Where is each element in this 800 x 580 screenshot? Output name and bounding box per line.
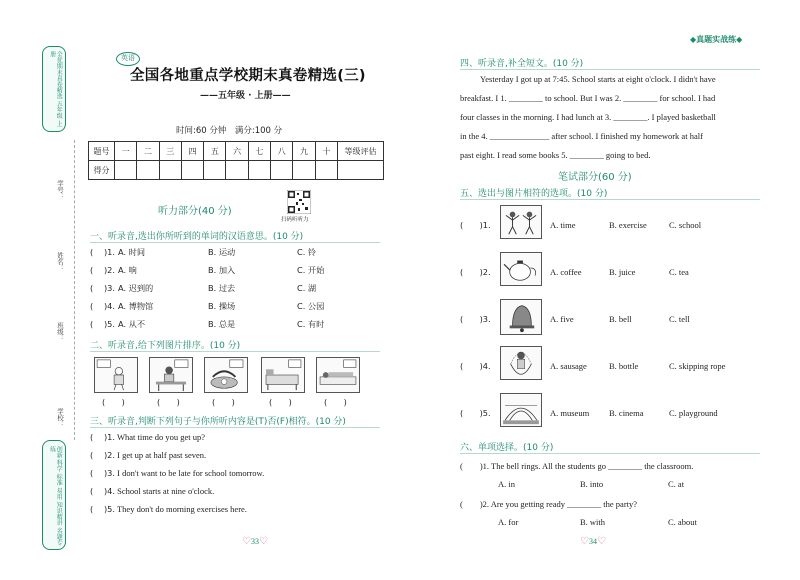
option-c[interactable]: C. 公园 xyxy=(297,301,325,311)
s3-row xyxy=(90,486,214,497)
picture-bedroom xyxy=(261,357,305,393)
option-b[interactable]: B. 运动 xyxy=(208,247,236,257)
score-input-cell[interactable] xyxy=(137,161,159,180)
item-number[interactable]: ( )4. xyxy=(90,486,115,496)
sentence: School starts at nine o'clock. xyxy=(117,486,215,496)
section-1-title: 一、听录音,选出你所听到的单词的汉语意思。(10 分) xyxy=(90,229,380,243)
page-number-left: ♡33♡ xyxy=(242,536,268,547)
answer-bracket[interactable]: ( ) xyxy=(212,397,235,407)
s4-line[interactable]: four classes in the morning. I had lunch at 3. ________. I played basketball xyxy=(460,112,716,122)
page-number-right: ♡34♡ xyxy=(580,536,606,547)
item-number[interactable]: ( )5. xyxy=(90,319,115,329)
option-a[interactable]: A. 从不 xyxy=(118,319,146,329)
s1-row xyxy=(90,319,325,330)
score-input-cell[interactable] xyxy=(248,161,270,180)
option-c[interactable]: C. 铃 xyxy=(297,247,317,257)
score-input-cell[interactable] xyxy=(338,161,384,180)
section-6-title: 六、单项选择。(10 分) xyxy=(460,440,760,454)
picture-exercise xyxy=(500,205,542,239)
s5-number[interactable]: ( )4. xyxy=(460,361,491,371)
answer-bracket[interactable]: ( ) xyxy=(157,397,180,407)
sentence: What time do you get up? xyxy=(116,432,206,442)
item-number[interactable]: ( )5. xyxy=(90,504,115,514)
option-a[interactable]: A. 博物馆 xyxy=(118,301,154,311)
option-b[interactable]: B. bottle xyxy=(609,361,639,371)
score-cell: 五 xyxy=(204,142,226,161)
option-a[interactable]: A. for xyxy=(498,517,519,527)
s3-row xyxy=(90,504,247,515)
option-a[interactable]: A. time xyxy=(550,220,576,230)
sentence: I get up at half past seven. xyxy=(117,450,207,460)
score-table xyxy=(88,141,384,180)
item-number[interactable]: ( )3. xyxy=(90,283,115,293)
field-name: 姓名： xyxy=(56,252,64,272)
s1-row xyxy=(90,301,325,312)
subject-badge: 英语 xyxy=(116,52,140,66)
s4-line: Yesterday I got up at 7:45. School starts at eight o'clock. I didn't have xyxy=(480,74,716,84)
field-student-id: 学号： xyxy=(56,180,64,200)
score-input-cell[interactable] xyxy=(315,161,337,180)
option-b[interactable]: B. exercise xyxy=(609,220,647,230)
score-input-cell[interactable] xyxy=(181,161,203,180)
score-input-cell[interactable] xyxy=(293,161,315,180)
sidebar-bottom-label: 创新 科学 标准 易用 知识精讲 名题专练 xyxy=(48,446,63,546)
s4-line[interactable]: breakfast. I 1. ________ to school. But I was 2. ________ for school. I had xyxy=(460,93,716,103)
qr-code-icon[interactable] xyxy=(287,190,311,214)
option-b[interactable]: B. 过去 xyxy=(208,283,236,293)
score-cell: 一 xyxy=(115,142,137,161)
picture-boy-clock xyxy=(94,357,138,393)
s4-line[interactable]: past eight. I read some books 5. ________ going to bed. xyxy=(460,150,651,160)
option-a[interactable]: A. 迟到的 xyxy=(118,283,154,293)
option-b[interactable]: B. bell xyxy=(609,314,632,324)
cut-line xyxy=(74,140,75,440)
option-a[interactable]: A. in xyxy=(498,479,515,489)
option-c[interactable]: C. about xyxy=(668,517,697,527)
score-cell: 四 xyxy=(181,142,203,161)
picture-playground xyxy=(500,393,542,427)
option-c[interactable]: C. tea xyxy=(669,267,689,277)
item-number[interactable]: ( )4. xyxy=(90,301,115,311)
score-cell: 三 xyxy=(159,142,181,161)
picture-telephone xyxy=(204,357,248,393)
s3-row xyxy=(90,468,264,479)
score-input-cell[interactable] xyxy=(159,161,181,180)
s1-row xyxy=(90,283,317,294)
picture-skipping-rope xyxy=(500,346,542,380)
sidebar-badge-top xyxy=(42,46,66,132)
item-number[interactable]: ( )2. xyxy=(90,450,115,460)
field-class: 班级： xyxy=(56,322,64,342)
score-cell: 二 xyxy=(137,142,159,161)
option-a[interactable]: A. coffee xyxy=(550,267,582,277)
s5-number[interactable]: ( )3. xyxy=(460,314,491,324)
score-cell: 十 xyxy=(315,142,337,161)
score-input-cell[interactable] xyxy=(271,161,293,180)
series-badge: ◆真题实战练◆ xyxy=(690,35,743,44)
sidebar-badge-bottom xyxy=(42,440,66,550)
option-b[interactable]: B. 操场 xyxy=(208,301,236,311)
listening-part-title: 听力部分(40 分) xyxy=(158,206,232,217)
score-cell: 六 xyxy=(226,142,248,161)
section-4-title: 四、听录音,补全短文。(10 分) xyxy=(460,56,760,70)
page-subtitle: ——五年级 · 上册—— xyxy=(200,91,291,101)
option-a[interactable]: A. 响 xyxy=(118,265,137,275)
option-a[interactable]: A. five xyxy=(550,314,574,324)
answer-bracket[interactable]: ( ) xyxy=(102,397,125,407)
s1-row xyxy=(90,265,325,276)
score-input-cell[interactable] xyxy=(204,161,226,180)
score-cell: 九 xyxy=(293,142,315,161)
sentence: They don't do morning exercises here. xyxy=(116,504,247,514)
qr-caption: 扫码听听力 xyxy=(281,217,309,223)
option-b[interactable]: B. 总是 xyxy=(208,319,236,329)
option-c[interactable]: C. at xyxy=(668,479,685,489)
s5-number[interactable]: ( )1. xyxy=(460,220,491,230)
section-2-title: 二、听录音,给下列图片排序。(10 分) xyxy=(90,338,380,352)
option-c[interactable]: C. skipping rope xyxy=(669,361,726,371)
s3-row xyxy=(90,450,206,461)
picture-boy-desk xyxy=(149,357,193,393)
option-c[interactable]: C. 有时 xyxy=(297,319,325,329)
writing-part-title: 笔试部分(60 分) xyxy=(558,172,632,183)
score-cell: 等级评估 xyxy=(338,142,384,161)
score-cell: 八 xyxy=(271,142,293,161)
page-title: 全国各地重点学校期末真卷精选(三) xyxy=(130,68,366,84)
option-c[interactable]: C. tell xyxy=(669,314,690,324)
picture-sleeping xyxy=(316,357,360,393)
exam-time: 时间:60 分钟 满分:100 分 xyxy=(176,126,283,136)
s5-number[interactable]: ( )5. xyxy=(460,408,491,418)
score-table-score-row xyxy=(89,161,384,180)
s6-question-2[interactable]: ( )2. Are you getting ready ________ the party? xyxy=(460,499,638,509)
sentence: I don't want to be late for school tomorrow. xyxy=(117,468,265,478)
score-input-cell[interactable] xyxy=(226,161,248,180)
option-c[interactable]: C. 开始 xyxy=(297,265,325,275)
section-5-title: 五、选出与图片相符的选项。(10 分) xyxy=(460,186,760,200)
item-number[interactable]: ( )3. xyxy=(90,468,115,478)
score-row-label: 得分 xyxy=(89,161,115,180)
option-b[interactable]: B. with xyxy=(580,517,606,527)
s4-line[interactable]: in the 4. ______________ after school. I finished my homework at half xyxy=(460,131,703,141)
score-cell: 七 xyxy=(248,142,270,161)
s5-number[interactable]: ( )2. xyxy=(460,267,491,277)
option-a[interactable]: A. 时间 xyxy=(118,247,146,257)
option-c[interactable]: C. school xyxy=(669,220,702,230)
option-b[interactable]: B. cinema xyxy=(609,408,644,418)
item-number[interactable]: ( )1. xyxy=(90,432,115,442)
option-a[interactable]: A. museum xyxy=(550,408,590,418)
answer-bracket[interactable]: ( ) xyxy=(324,397,347,407)
s3-row xyxy=(90,432,205,443)
option-c[interactable]: C. 湖 xyxy=(297,283,317,293)
option-b[interactable]: B. juice xyxy=(609,267,636,277)
s6-question-1[interactable]: ( )1. The bell rings. All the students go ________ the classroom. xyxy=(460,461,694,471)
picture-teapot xyxy=(500,252,542,286)
option-b[interactable]: B. into xyxy=(580,479,604,489)
s1-row xyxy=(90,247,317,258)
answer-bracket[interactable]: ( ) xyxy=(269,397,292,407)
score-cell: 题号 xyxy=(89,142,115,161)
option-a[interactable]: A. sausage xyxy=(550,361,587,371)
picture-bell xyxy=(500,299,542,335)
item-number[interactable]: ( )1. xyxy=(90,247,115,257)
item-number[interactable]: ( )2. xyxy=(90,265,115,275)
field-school: 学校： xyxy=(56,408,64,428)
option-c[interactable]: C. playground xyxy=(669,408,718,418)
score-input-cell[interactable] xyxy=(115,161,137,180)
option-b[interactable]: B. 加入 xyxy=(208,265,236,275)
score-table-header-row xyxy=(89,142,384,161)
sidebar-top-label: 全优期末真卷精选 五年级 上册 xyxy=(48,51,63,127)
section-3-title: 三、听录音,判断下列句子与你所听内容是(T)否(F)相符。(10 分) xyxy=(90,414,380,428)
